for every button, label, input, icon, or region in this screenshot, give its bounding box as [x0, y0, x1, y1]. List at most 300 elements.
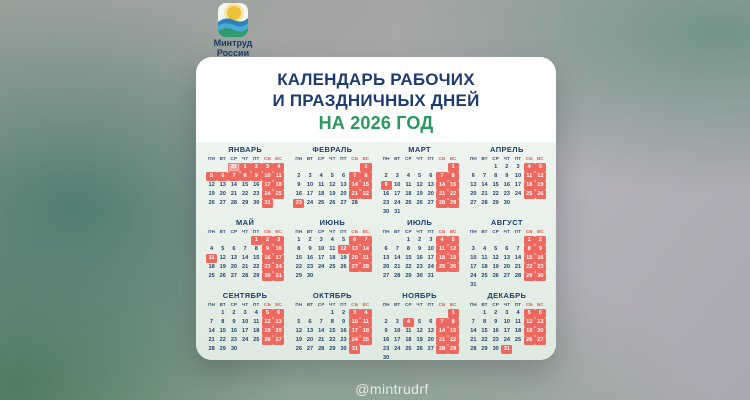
day-cell: 18: [318, 191, 325, 197]
weekday-label: СР: [230, 156, 238, 161]
day-cell: 22: [405, 264, 412, 270]
day-cell: 6: [471, 173, 475, 179]
day-cell: 26: [524, 336, 535, 345]
day-cell: 1: [240, 163, 251, 172]
day-cell: 24: [349, 336, 360, 345]
day-cell: 8: [221, 319, 225, 325]
day-cell: 10: [318, 246, 325, 252]
day-cell: 18: [436, 254, 447, 263]
day-cell: 11: [436, 245, 447, 254]
day-cell: 28: [436, 199, 447, 208]
day-cell: 26: [416, 346, 423, 352]
day-cell: 25: [318, 200, 325, 206]
day-cell: 21: [514, 264, 522, 270]
sun-waves-icon: [218, 3, 248, 37]
day-cell: 15: [219, 328, 226, 334]
day-cell: 12: [262, 318, 273, 327]
day-grid: [468, 163, 546, 208]
day-cell: 31: [501, 345, 512, 354]
day-cell: 11: [329, 246, 336, 252]
weekday-label: СБ: [525, 156, 533, 161]
day-cell: 14: [436, 327, 447, 336]
day-cell: 28: [481, 200, 488, 206]
day-cell: 10: [514, 173, 522, 179]
day-cell: 21: [208, 337, 215, 343]
day-cell: 24: [470, 273, 477, 279]
day-cell: 17: [349, 327, 360, 336]
day-cell: 1: [251, 236, 262, 245]
day-cell: 29: [405, 273, 412, 279]
day-cell: 17: [427, 255, 434, 261]
day-cell: 6: [429, 173, 433, 179]
day-cell-empty: [206, 163, 217, 172]
day-cell: 1: [360, 163, 371, 172]
month-card: [468, 218, 546, 291]
month-name: ФЕВРАЛЬ: [312, 145, 353, 154]
logo-line1: Минтруд: [213, 38, 253, 48]
day-cell: 28: [230, 200, 238, 206]
weekday-label: ЧТ: [329, 302, 336, 307]
day-cell: 31: [427, 273, 434, 279]
weekday-label: СБ: [351, 156, 359, 161]
day-cell: 15: [448, 327, 459, 336]
month-card: [468, 145, 546, 218]
day-cell: 26: [535, 190, 546, 199]
day-cell: 17: [306, 191, 314, 197]
day-cell: 16: [340, 328, 347, 334]
day-cell: 8: [406, 246, 410, 252]
day-cell: 29: [242, 200, 249, 206]
card-title-year: НА 2026 ГОД: [318, 113, 434, 133]
day-cell: 28: [436, 345, 447, 354]
day-cell: 5: [330, 173, 334, 179]
month-card: [293, 291, 371, 360]
day-cell: 6: [273, 309, 284, 318]
day-cell-empty: [217, 163, 228, 172]
day-cell-empty: [403, 309, 414, 318]
day-cell: 15: [295, 255, 302, 261]
day-cell: 13: [349, 245, 360, 254]
weekday-label: ВС: [275, 229, 283, 234]
day-cell: 5: [524, 309, 535, 318]
day-cell-empty: [436, 309, 447, 318]
day-cell: 14: [481, 182, 488, 188]
day-cell: 8: [482, 319, 487, 325]
day-cell: 10: [306, 182, 314, 188]
weekday-label: СБ: [263, 302, 271, 307]
day-cell: 5: [418, 319, 422, 325]
day-cell: 30: [340, 346, 347, 352]
day-cell-empty: [392, 236, 403, 245]
day-cell: 30: [306, 273, 314, 279]
weekday-row: [381, 155, 459, 162]
day-cell: 24: [394, 200, 401, 206]
day-cell: 19: [295, 337, 302, 343]
day-cell: 20: [306, 337, 314, 343]
day-cell: 7: [243, 246, 247, 252]
day-cell: 24: [242, 337, 249, 343]
day-cell: 13: [427, 328, 434, 334]
day-cell: 22: [242, 191, 249, 197]
day-cell: 4: [319, 173, 323, 179]
day-cell: 15: [481, 328, 488, 334]
day-cell: 8: [360, 172, 371, 181]
day-cell: 14: [436, 181, 447, 190]
day-cell: 9: [494, 319, 498, 325]
day-cell: 7: [482, 173, 487, 179]
day-cell: 18: [273, 181, 284, 190]
weekday-label: ЧТ: [503, 302, 511, 307]
day-cell: 22: [492, 191, 499, 197]
day-cell: 19: [416, 337, 423, 343]
day-cell: 7: [395, 246, 399, 252]
day-cell-empty: [468, 236, 479, 245]
day-cell: 25: [208, 273, 215, 279]
weekday-label: СР: [405, 229, 412, 234]
weekday-label: ПТ: [340, 229, 347, 234]
weekday-row: [468, 155, 546, 162]
weekday-label: ВТ: [394, 302, 401, 307]
day-cell: 21: [481, 191, 488, 197]
day-cell: 4: [360, 309, 371, 318]
day-cell-empty: [490, 236, 501, 245]
day-cell: 30: [230, 346, 238, 352]
weekday-label: ПТ: [340, 302, 347, 307]
day-cell: 3: [395, 173, 399, 179]
day-cell: 15: [524, 254, 535, 263]
day-cell: 30: [535, 272, 546, 281]
weekday-label: ПН: [469, 302, 477, 307]
day-cell: 11: [515, 319, 521, 325]
weekday-label: ВТ: [219, 302, 226, 307]
day-cell: 3: [429, 237, 433, 243]
day-cell: 11: [405, 182, 412, 188]
day-cell: 1: [482, 310, 487, 316]
day-cell: 4: [406, 173, 410, 179]
day-cell: 14: [230, 182, 238, 188]
day-cell: 25: [405, 200, 412, 206]
day-cell: 18: [208, 264, 215, 270]
weekday-label: ВС: [362, 302, 370, 307]
day-cell: 4: [436, 236, 447, 245]
day-cell: 27: [349, 263, 360, 272]
day-cell-empty: [392, 163, 403, 172]
day-cell: 6: [232, 246, 236, 252]
day-cell: 8: [240, 172, 251, 181]
day-cell: 18: [405, 337, 412, 343]
day-cell: 26: [262, 336, 273, 345]
weekday-label: СР: [317, 156, 325, 161]
day-cell: 30: [253, 200, 260, 206]
month-card: [293, 218, 371, 291]
day-cell: 7: [349, 172, 360, 181]
day-cell: 3: [308, 173, 312, 179]
weekday-row: [206, 301, 284, 308]
day-cell: 12: [295, 328, 302, 334]
day-cell: 27: [230, 273, 238, 279]
day-cell: 14: [394, 255, 401, 261]
card-header: [196, 57, 556, 142]
day-cell: 11: [360, 318, 371, 327]
watermark-handle: @mintrudrf: [355, 381, 429, 397]
day-cell: 16: [306, 255, 314, 261]
day-cell: 2: [308, 237, 312, 243]
day-cell: 29: [524, 272, 535, 281]
day-cell: 21: [318, 337, 325, 343]
weekday-label: ПН: [295, 156, 303, 161]
day-cell: 21: [349, 190, 360, 199]
day-grid: [293, 309, 371, 354]
day-cell: 22: [219, 337, 226, 343]
day-cell: 31: [262, 199, 273, 208]
weekday-label: ВТ: [394, 229, 401, 234]
weekday-label: ПН: [208, 156, 216, 161]
day-cell: 17: [242, 328, 249, 334]
day-cell: 13: [219, 182, 226, 188]
day-cell: 13: [535, 318, 546, 327]
weekday-label: ПТ: [514, 156, 522, 161]
day-cell: 20: [503, 264, 510, 270]
weekday-label: ПН: [295, 229, 303, 234]
day-cell: 12: [416, 328, 423, 334]
day-cell-empty: [381, 309, 392, 318]
day-cell-empty: [403, 163, 414, 172]
day-cell: 13: [340, 182, 347, 188]
day-cell: 25: [329, 264, 336, 270]
day-cell: 30: [382, 209, 390, 215]
weekday-label: ЧТ: [241, 302, 249, 307]
day-cell: 24: [262, 190, 273, 199]
day-cell: 28: [470, 346, 477, 352]
day-cell: 21: [360, 254, 371, 263]
day-cell: 9: [308, 246, 312, 252]
day-cell: 19: [524, 327, 535, 336]
month-name: МАРТ: [408, 145, 431, 154]
day-cell: 2: [384, 173, 388, 179]
day-cell: 5: [418, 173, 422, 179]
day-cell-empty: [436, 163, 447, 172]
month-card: [293, 145, 371, 218]
day-cell: 7: [471, 319, 475, 325]
month-name: АВГУСТ: [490, 218, 523, 227]
weekday-label: СР: [317, 302, 325, 307]
day-cell: 4: [273, 163, 284, 172]
month-card: [381, 291, 459, 360]
card-title-line2: И ПРАЗДНИЧНЫХ ДНЕЙ: [272, 90, 480, 110]
day-cell: 9: [297, 182, 301, 188]
day-cell: 28: [394, 273, 401, 279]
day-cell: 27: [273, 336, 284, 345]
day-cell-empty: [349, 163, 360, 172]
day-cell: 31: [349, 345, 360, 354]
day-cell: 8: [494, 173, 498, 179]
weekday-label: СБ: [438, 302, 446, 307]
weekday-label: СР: [492, 302, 500, 307]
day-cell: 17: [318, 255, 325, 261]
day-cell: 11: [405, 328, 412, 334]
day-cell: 28: [351, 200, 358, 206]
day-cell: 31: [394, 209, 401, 215]
day-cell: 2: [262, 236, 273, 245]
day-cell: 10: [262, 172, 273, 181]
weekday-label: СР: [405, 302, 412, 307]
day-cell: 13: [470, 182, 477, 188]
day-cell: 21: [230, 191, 238, 197]
day-cell: 26: [219, 273, 226, 279]
day-cell: 23: [382, 346, 390, 352]
weekday-label: ЧТ: [329, 229, 336, 234]
day-cell: 23: [416, 264, 423, 270]
day-cell: 10: [427, 246, 434, 252]
day-cell: 13: [230, 255, 238, 261]
weekday-label: СР: [405, 156, 412, 161]
day-cell: 2: [535, 236, 546, 245]
day-grid: [293, 163, 371, 208]
day-cell: 30: [262, 272, 273, 281]
day-cell: 14: [349, 181, 360, 190]
month-name: АПРЕЛЬ: [489, 145, 524, 154]
day-cell: 3: [349, 309, 360, 318]
day-cell: 23: [293, 199, 304, 208]
weekday-label: СБ: [525, 229, 533, 234]
day-cell: 25: [524, 190, 535, 199]
weekday-label: ЧТ: [329, 156, 336, 161]
months-area: [196, 142, 556, 360]
day-cell: 12: [524, 318, 535, 327]
weekday-label: ПТ: [427, 229, 435, 234]
day-cell: 12: [329, 182, 336, 188]
day-cell: 17: [262, 181, 273, 190]
day-cell: 14: [470, 328, 477, 334]
day-cell: 8: [524, 245, 535, 254]
day-cell: 17: [503, 328, 510, 334]
day-cell: 6: [384, 246, 388, 252]
weekday-row: [381, 301, 459, 308]
weekday-label: СБ: [263, 229, 271, 234]
weekday-row: [468, 301, 546, 308]
prev-month-day-cell: 31: [228, 163, 239, 172]
weekday-row: [206, 228, 284, 235]
day-cell: 9: [505, 173, 509, 179]
day-cell-empty: [206, 236, 217, 245]
weekday-label: СБ: [351, 229, 359, 234]
day-cell: 8: [448, 172, 459, 181]
month-card: [206, 218, 284, 291]
day-cell: 24: [273, 263, 284, 272]
day-cell: 29: [492, 200, 499, 206]
month-card: [468, 291, 546, 360]
day-cell: 18: [329, 255, 336, 261]
day-cell: 19: [535, 181, 546, 190]
day-cell: 21: [394, 264, 401, 270]
weekday-label: ЧТ: [416, 229, 423, 234]
day-cell: 5: [448, 236, 459, 245]
day-cell-empty: [304, 309, 315, 318]
day-cell: 20: [535, 327, 546, 336]
day-cell: 19: [340, 255, 347, 261]
day-cell: 23: [230, 337, 238, 343]
weekday-label: ПТ: [340, 156, 347, 161]
months-grid: [196, 142, 556, 360]
day-cell-empty: [479, 236, 490, 245]
day-cell: 6: [308, 319, 312, 325]
day-cell: 1: [448, 309, 459, 318]
weekday-label: СР: [317, 229, 325, 234]
day-cell: 25: [514, 337, 522, 343]
weekday-label: ПТ: [253, 156, 260, 161]
day-cell: 5: [341, 237, 346, 243]
day-cell: 10: [242, 319, 249, 325]
month-card: [381, 145, 459, 218]
day-cell: 24: [503, 337, 510, 343]
day-cell: 16: [230, 328, 238, 334]
weekday-label: СБ: [351, 302, 359, 307]
day-cell: 30: [382, 355, 390, 360]
day-cell: 19: [329, 191, 336, 197]
day-cell: 14: [514, 255, 522, 261]
day-cell: 6: [349, 236, 360, 245]
day-cell: 21: [436, 336, 447, 345]
day-cell: 13: [306, 328, 314, 334]
weekday-label: ВС: [536, 156, 544, 161]
day-cell: 25: [481, 273, 488, 279]
day-cell: 12: [448, 245, 459, 254]
day-cell: 25: [405, 346, 412, 352]
day-cell: 29: [295, 273, 302, 279]
day-cell: 11: [524, 172, 535, 181]
day-cell-empty: [425, 309, 436, 318]
day-cell: 9: [251, 172, 262, 181]
day-cell: 11: [253, 319, 260, 325]
weekday-label: ПН: [382, 156, 390, 161]
day-cell-empty: [381, 236, 392, 245]
day-cell: 1: [297, 237, 301, 243]
day-cell: 11: [318, 182, 325, 188]
day-cell: 29: [253, 273, 260, 279]
day-cell: 10: [470, 255, 477, 261]
day-cell: 11: [481, 255, 488, 261]
day-cell: 10: [273, 245, 284, 254]
day-cell: 27: [470, 200, 477, 206]
weekday-label: СР: [492, 156, 500, 161]
day-cell: 6: [429, 319, 433, 325]
day-cell: 14: [318, 328, 325, 334]
day-cell: 19: [416, 191, 423, 197]
day-cell: 28: [208, 346, 215, 352]
weekday-label: ВС: [275, 156, 283, 161]
weekday-label: СБ: [438, 229, 446, 234]
weekday-label: СБ: [438, 156, 446, 161]
day-cell-empty: [414, 163, 425, 172]
weekday-label: ВТ: [481, 156, 488, 161]
day-cell: 4: [254, 310, 258, 316]
day-cell: 16: [295, 191, 302, 197]
weekday-label: ВС: [449, 229, 457, 234]
day-cell: 7: [319, 319, 323, 325]
day-cell: 14: [208, 328, 215, 334]
day-cell: 19: [492, 264, 499, 270]
day-cell: 17: [394, 337, 401, 343]
day-cell-empty: [240, 236, 251, 245]
day-cell: 26: [208, 200, 215, 206]
day-cell: 17: [514, 182, 522, 188]
day-cell: 9: [262, 245, 273, 254]
day-cell: 9: [418, 246, 422, 252]
day-grid: [468, 309, 546, 354]
month-card: [206, 145, 284, 218]
day-cell: 16: [382, 337, 390, 343]
day-cell: 22: [481, 337, 488, 343]
